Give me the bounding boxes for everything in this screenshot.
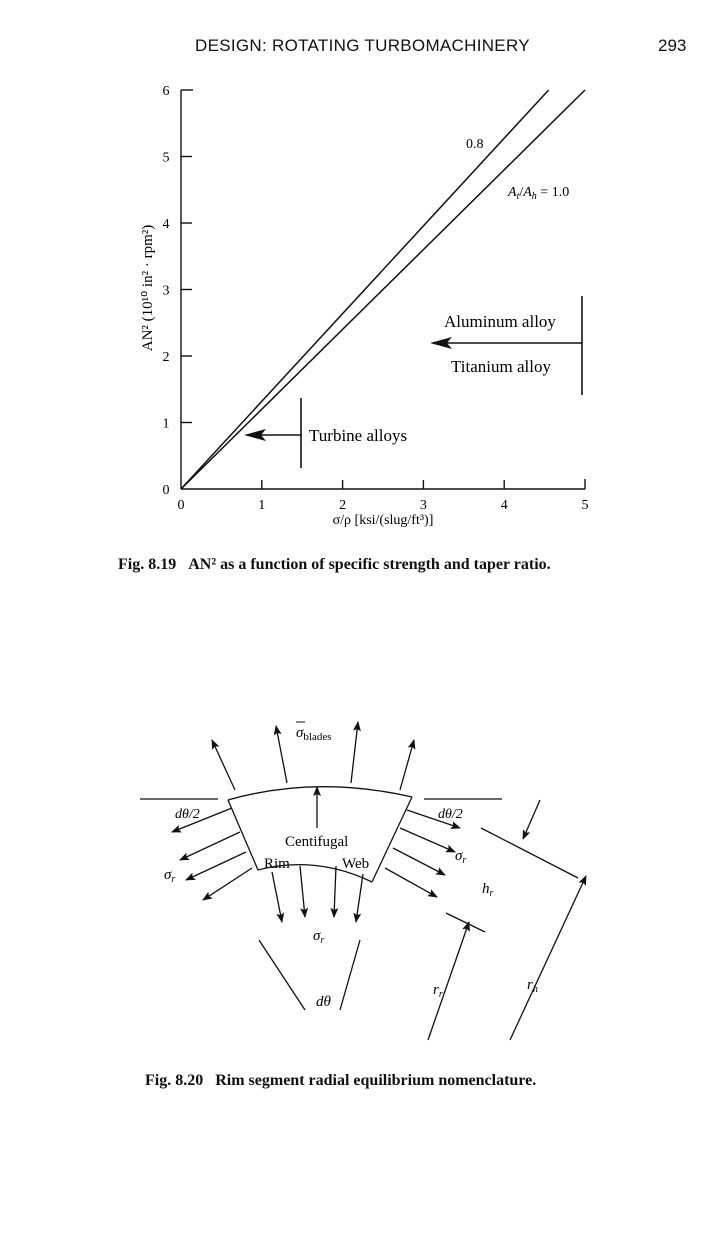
series-label-08: 0.8: [466, 137, 484, 152]
rh-line: [510, 876, 586, 1040]
hr-ext-outer: [481, 828, 578, 878]
sigma-r-right: $\sigma_r$: [455, 848, 467, 866]
x-tick-label: 4: [500, 498, 508, 513]
caption-text: AN² as a function of specific strength and taper ratio.: [188, 556, 551, 573]
web-label: Web: [342, 856, 370, 872]
right-hoop-4: [385, 868, 437, 897]
left-hoop-2: [180, 832, 240, 860]
rr-line: [428, 922, 469, 1040]
rr-label: $r_r$: [433, 982, 443, 1000]
blade-arrow-4: [400, 740, 414, 790]
caption-8-20: [145, 1072, 536, 1090]
x-tick-label: 1: [258, 498, 266, 513]
right-hoop-2: [400, 828, 455, 852]
sigma-blades-label: $\sigma_{blades}$: [296, 725, 332, 743]
rh-label: $r_h$: [527, 977, 538, 995]
y-tick-label: 2: [162, 350, 170, 365]
sigma-r-bottom: $\sigma_r$: [313, 928, 325, 946]
aluminum-label: Aluminum alloy: [444, 312, 556, 331]
x-tick-label: 3: [419, 498, 427, 513]
y-tick-label: 4: [162, 217, 170, 232]
dtheta-label: dθ: [316, 994, 331, 1010]
rim-outer-arc: [228, 787, 412, 800]
caption-text: Rim segment radial equilibrium nomenclature.: [215, 1072, 537, 1089]
blade-arrow-1: [212, 740, 235, 790]
x-axis-label: σ/ρ [ksi/(slug/ft³)]: [332, 513, 434, 528]
turbine-label: Turbine alloys: [309, 426, 408, 445]
x-tick-label: 0: [177, 498, 185, 513]
y-tick-label: 6: [162, 84, 170, 99]
left-hoop-4: [203, 868, 252, 900]
series-label-ratio: $A_t/A_h = 1.0$: [508, 185, 570, 202]
x-tick-label: 5: [581, 498, 589, 513]
wedge-right: [340, 940, 360, 1010]
dtheta-half-left: dθ/2: [175, 807, 200, 822]
sigma-r-left: $\sigma_r$: [164, 867, 176, 885]
web-arrow-4: [356, 874, 363, 922]
blade-arrow-2: [276, 726, 287, 783]
y-tick-label: 0: [162, 483, 170, 498]
y-tick-label: 5: [162, 150, 170, 166]
y-tick-label: 3: [162, 283, 170, 299]
y-tick-label: 1: [162, 416, 170, 432]
page-number: 293: [658, 36, 687, 55]
titanium-label: Titanium alloy: [451, 357, 551, 376]
x-tick-label: 2: [339, 498, 347, 513]
web-arrow-1: [272, 872, 282, 922]
y-axis-label: AN² (10¹⁰ in² · rpm²): [140, 224, 156, 352]
hr-ext-inner: [446, 913, 485, 932]
web-arrow-2: [300, 866, 305, 917]
blade-arrow-3: [351, 722, 358, 783]
centifugal-label: Centifugal: [285, 834, 349, 850]
rim-label: Rim: [264, 856, 290, 872]
left-hoop-3: [186, 852, 246, 880]
hr-arrow-top: [523, 800, 540, 839]
wedge-left: [259, 940, 305, 1010]
hr-label: $h_r$: [482, 881, 494, 899]
running-head: DESIGN: ROTATING TURBOMACHINERY: [195, 36, 530, 55]
rim-right-edge: [372, 797, 412, 882]
right-hoop-3: [393, 848, 445, 875]
dtheta-half-right: dθ/2: [438, 807, 463, 822]
web-arrow-3: [334, 866, 336, 917]
caption-number: Fig. 8.19: [118, 556, 177, 573]
caption-number: Fig. 8.20: [145, 1072, 204, 1089]
